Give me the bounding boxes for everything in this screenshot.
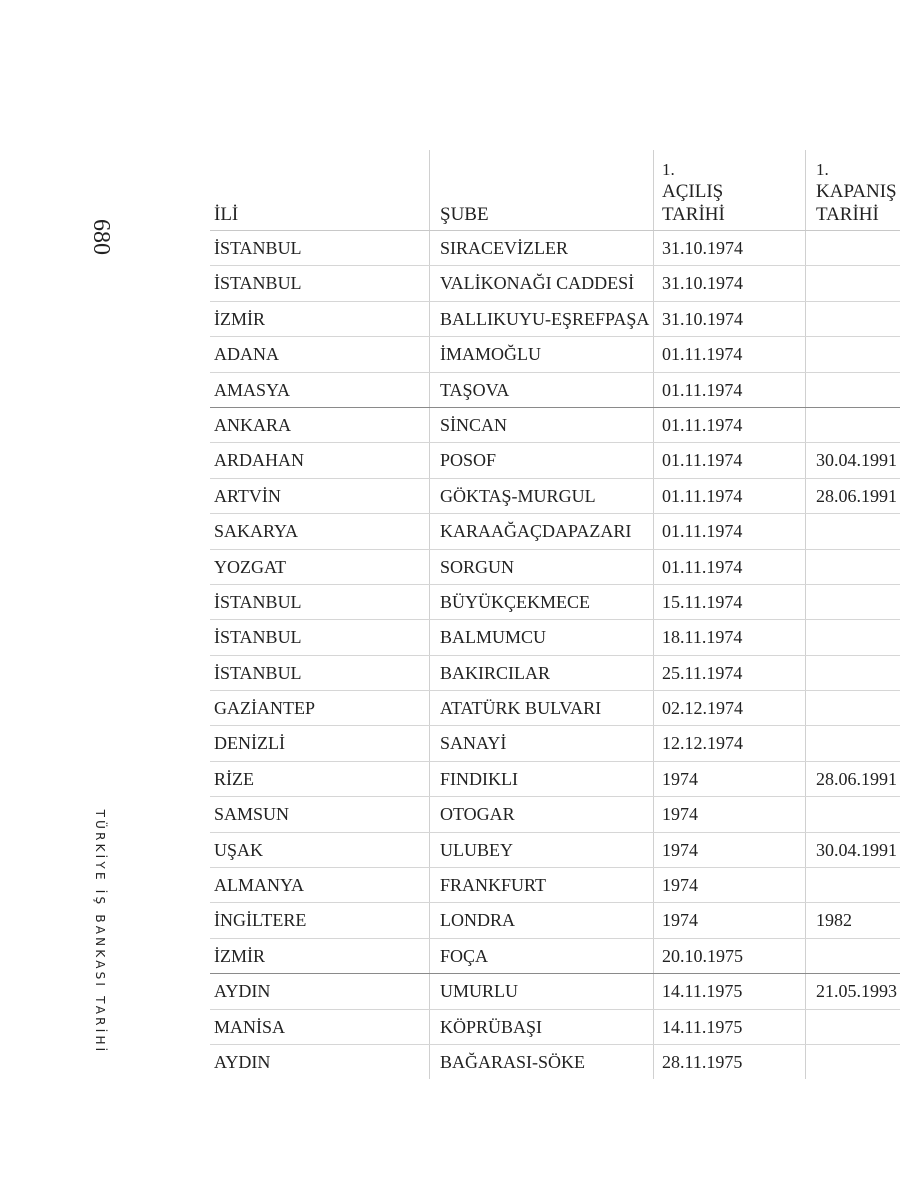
cell-acilis: 31.10.1974 <box>654 266 806 300</box>
cell-kapanis <box>806 231 900 265</box>
cell-acilis: 01.11.1974 <box>654 443 806 477</box>
table-row <box>210 656 900 691</box>
cell-sube: SORGUN <box>430 550 654 584</box>
cell-il: İSTANBUL <box>210 585 430 619</box>
cell-il: ARTVİN <box>210 479 430 513</box>
cell-kapanis <box>806 337 900 371</box>
cell-sube: TAŞOVA <box>430 373 654 407</box>
table-row <box>210 797 900 832</box>
cell-kapanis <box>806 302 900 336</box>
cell-kapanis <box>806 550 900 584</box>
table-row <box>210 833 900 868</box>
cell-acilis: 12.12.1974 <box>654 726 806 760</box>
cell-kapanis <box>806 620 900 654</box>
cell-sube: VALİKONAĞI CADDESİ <box>430 266 654 300</box>
cell-sube: FINDIKLI <box>430 762 654 796</box>
cell-kapanis <box>806 939 900 973</box>
table-row <box>210 974 900 1009</box>
cell-il: AYDIN <box>210 1045 430 1079</box>
table-row <box>210 1010 900 1045</box>
cell-acilis: 28.11.1975 <box>654 1045 806 1079</box>
table-row <box>210 762 900 797</box>
cell-acilis: 25.11.1974 <box>654 656 806 690</box>
cell-acilis: 1974 <box>654 903 806 937</box>
table-row <box>210 302 900 337</box>
table-row <box>210 408 900 443</box>
cell-acilis: 02.12.1974 <box>654 691 806 725</box>
table-row <box>210 337 900 372</box>
table-row <box>210 939 900 974</box>
cell-acilis: 01.11.1974 <box>654 337 806 371</box>
cell-sube: FOÇA <box>430 939 654 973</box>
cell-acilis: 14.11.1975 <box>654 1010 806 1044</box>
cell-sube: BAĞARASI-SÖKE <box>430 1045 654 1079</box>
cell-kapanis <box>806 408 900 442</box>
cell-il: YOZGAT <box>210 550 430 584</box>
cell-kapanis <box>806 1045 900 1079</box>
cell-sube: FRANKFURT <box>430 868 654 902</box>
cell-kapanis: 1982 <box>816 910 852 931</box>
table-row <box>210 691 900 726</box>
table-row <box>210 514 900 549</box>
cell-kapanis <box>806 797 900 831</box>
cell-acilis: 31.10.1974 <box>654 302 806 336</box>
cell-il: SAMSUN <box>210 797 430 831</box>
table-row <box>210 443 900 478</box>
table-body <box>210 231 900 1079</box>
cell-il: UŞAK <box>210 833 430 867</box>
cell-il: GAZİANTEP <box>210 691 430 725</box>
cell-kapanis <box>806 691 900 725</box>
table-row <box>210 479 900 514</box>
cell-sube: SANAYİ <box>430 726 654 760</box>
cell-sube: LONDRA <box>430 903 654 937</box>
cell-il: ADANA <box>210 337 430 371</box>
cell-kapanis <box>806 1010 900 1044</box>
cell-sube: ULUBEY <box>430 833 654 867</box>
cell-sube: SİNCAN <box>430 408 654 442</box>
table-row <box>210 550 900 585</box>
cell-acilis: 01.11.1974 <box>654 550 806 584</box>
table-row <box>210 266 900 301</box>
cell-acilis: 01.11.1974 <box>654 479 806 513</box>
cell-il: AMASYA <box>210 373 430 407</box>
cell-il: ANKARA <box>210 408 430 442</box>
cell-sube: BALLIKUYU-EŞREFPAŞA <box>430 302 654 336</box>
cell-sube: İMAMOĞLU <box>430 337 654 371</box>
branch-table <box>210 150 900 1079</box>
cell-acilis: 01.11.1974 <box>654 514 806 548</box>
cell-il: İZMİR <box>210 302 430 336</box>
cell-kapanis <box>806 868 900 902</box>
table-row <box>210 373 900 408</box>
cell-kapanis <box>806 726 900 760</box>
cell-il: İNGİLTERE <box>210 903 430 937</box>
cell-kapanis <box>806 373 900 407</box>
cell-acilis: 1974 <box>654 762 806 796</box>
cell-acilis: 31.10.1974 <box>654 231 806 265</box>
cell-sube: BAKIRCILAR <box>430 656 654 690</box>
cell-il: İZMİR <box>210 939 430 973</box>
cell-kapanis <box>806 266 900 300</box>
cell-acilis: 1974 <box>654 833 806 867</box>
cell-sube: POSOF <box>430 443 654 477</box>
cell-acilis: 15.11.1974 <box>654 585 806 619</box>
table-row <box>210 231 900 266</box>
running-title: TÜRKİYE İŞ BANKASI TARİHİ <box>93 809 107 1055</box>
cell-il: SAKARYA <box>210 514 430 548</box>
cell-kapanis: 28.06.1991 <box>816 485 897 506</box>
table-row <box>210 726 900 761</box>
cell-acilis: 1974 <box>654 797 806 831</box>
table-row <box>210 868 900 903</box>
cell-acilis: 20.10.1975 <box>654 939 806 973</box>
cell-acilis: 01.11.1974 <box>654 408 806 442</box>
header-kapanis-tarihi: 1. KAPANIŞ TARİHİ <box>816 160 897 225</box>
cell-il: İSTANBUL <box>210 231 430 265</box>
cell-acilis: 18.11.1974 <box>654 620 806 654</box>
cell-sube: BALMUMCU <box>430 620 654 654</box>
cell-sube: BÜYÜKÇEKMECE <box>430 585 654 619</box>
cell-il: ALMANYA <box>210 868 430 902</box>
table-row <box>210 585 900 620</box>
cell-acilis: 01.11.1974 <box>654 373 806 407</box>
cell-sube: GÖKTAŞ-MURGUL <box>430 479 654 513</box>
header-il: İLİ <box>210 150 430 230</box>
cell-il: RİZE <box>210 762 430 796</box>
cell-sube: KARAAĞAÇDAPAZARI <box>430 514 654 548</box>
cell-acilis: 14.11.1975 <box>654 974 806 1008</box>
cell-kapanis <box>806 585 900 619</box>
cell-acilis: 1974 <box>654 868 806 902</box>
cell-kapanis: 28.06.1991 <box>816 768 897 789</box>
cell-il: İSTANBUL <box>210 656 430 690</box>
cell-kapanis: 21.05.1993 <box>816 981 897 1002</box>
cell-il: ARDAHAN <box>210 443 430 477</box>
cell-kapanis <box>806 514 900 548</box>
cell-il: İSTANBUL <box>210 266 430 300</box>
cell-sube: KÖPRÜBAŞI <box>430 1010 654 1044</box>
cell-sube: UMURLU <box>430 974 654 1008</box>
cell-sube: ATATÜRK BULVARI <box>430 691 654 725</box>
cell-il: İSTANBUL <box>210 620 430 654</box>
cell-kapanis: 30.04.1991 <box>816 450 897 471</box>
cell-sube: OTOGAR <box>430 797 654 831</box>
table-header <box>210 150 900 231</box>
cell-il: MANİSA <box>210 1010 430 1044</box>
page-number: 680 <box>88 219 114 255</box>
table-row <box>210 903 900 938</box>
table-row <box>210 1045 900 1079</box>
header-acilis-tarihi: 1. AÇILIŞ TARİHİ <box>654 150 806 230</box>
cell-sube: SIRACEVİZLER <box>430 231 654 265</box>
cell-kapanis <box>806 656 900 690</box>
cell-kapanis: 30.04.1991 <box>816 839 897 860</box>
header-sube: ŞUBE <box>430 150 654 230</box>
cell-il: DENİZLİ <box>210 726 430 760</box>
table-row <box>210 620 900 655</box>
cell-il: AYDIN <box>210 974 430 1008</box>
